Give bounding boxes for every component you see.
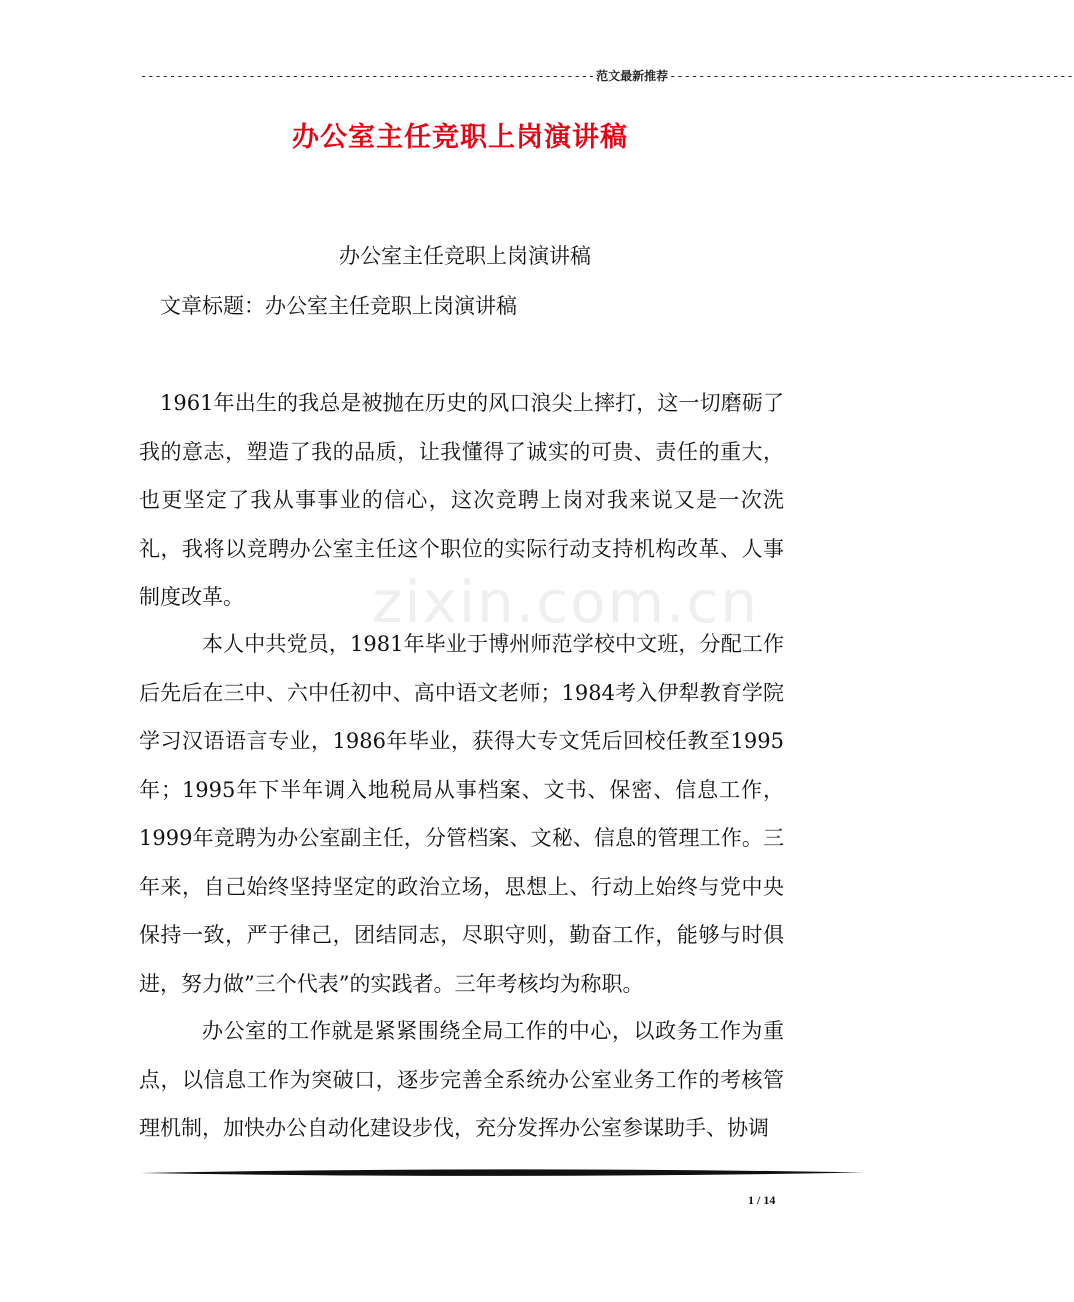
body-paragraph-2: 本人中共党员，1981年毕业于博州师范学校中文班，分配工作后先后在三中、六中任初中、高中语文老师；1984考入伊犁教育学院学习汉语语言专业，1986年毕业，获得大专文凭后回校任教至1995年；1995年下半年调入地税局从事档案、文书、保密、信息工作，1999年竞聘为办公室副主任，分管档案、文秘、信息的管理工作。三年来，自己始终坚持坚定的政治立场，思想上、行动上始终与党中央保持一致，严于律己，团结同志，尽职守则，勤奋工作，能够与时俱进，努力做”三个代表”的实践者。三年考核均为称职。 (139, 632, 784, 996)
header-rule-right: -------------------------------------------------------- (669, 69, 1074, 83)
body-paragraph-1: 1961年出生的我总是被抛在历史的风口浪尖上摔打，这一切磨砺了我的意志，塑造了我的品质，让我懂得了诚实的可贵、责任的重大，也更坚定了我从事事业的信心，这次竞聘上岗对我来说又是一次洗礼，我将以竞聘办公室主任这个职位的实际行动支持机构改革、人事制度改革。 (139, 391, 784, 609)
page-number: 1 / 14 (748, 1193, 776, 1207)
running-header (140, 68, 1074, 84)
header-rule-left: --------------------------------------------------------------- (140, 69, 596, 83)
document-subtitle: 办公室主任竞职上岗演讲稿 (339, 244, 591, 268)
article-title-line: 文章标题：办公室主任竞职上岗演讲稿 (160, 294, 517, 318)
document-title: 办公室主任竞职上岗演讲稿 (292, 122, 628, 153)
watermark: zixin.com.cn (372, 568, 760, 636)
footer-divider (140, 1167, 864, 1179)
header-label: 范文最新推荐 (596, 69, 669, 83)
body-paragraph-3: 办公室的工作就是紧紧围绕全局工作的中心，以政务工作为重点，以信息工作为突破口，逐步完善全系统办公室业务工作的考核管理机制，加快办公自动化建设步伐，充分发挥办公室参谋助手、协调 (139, 1019, 784, 1140)
